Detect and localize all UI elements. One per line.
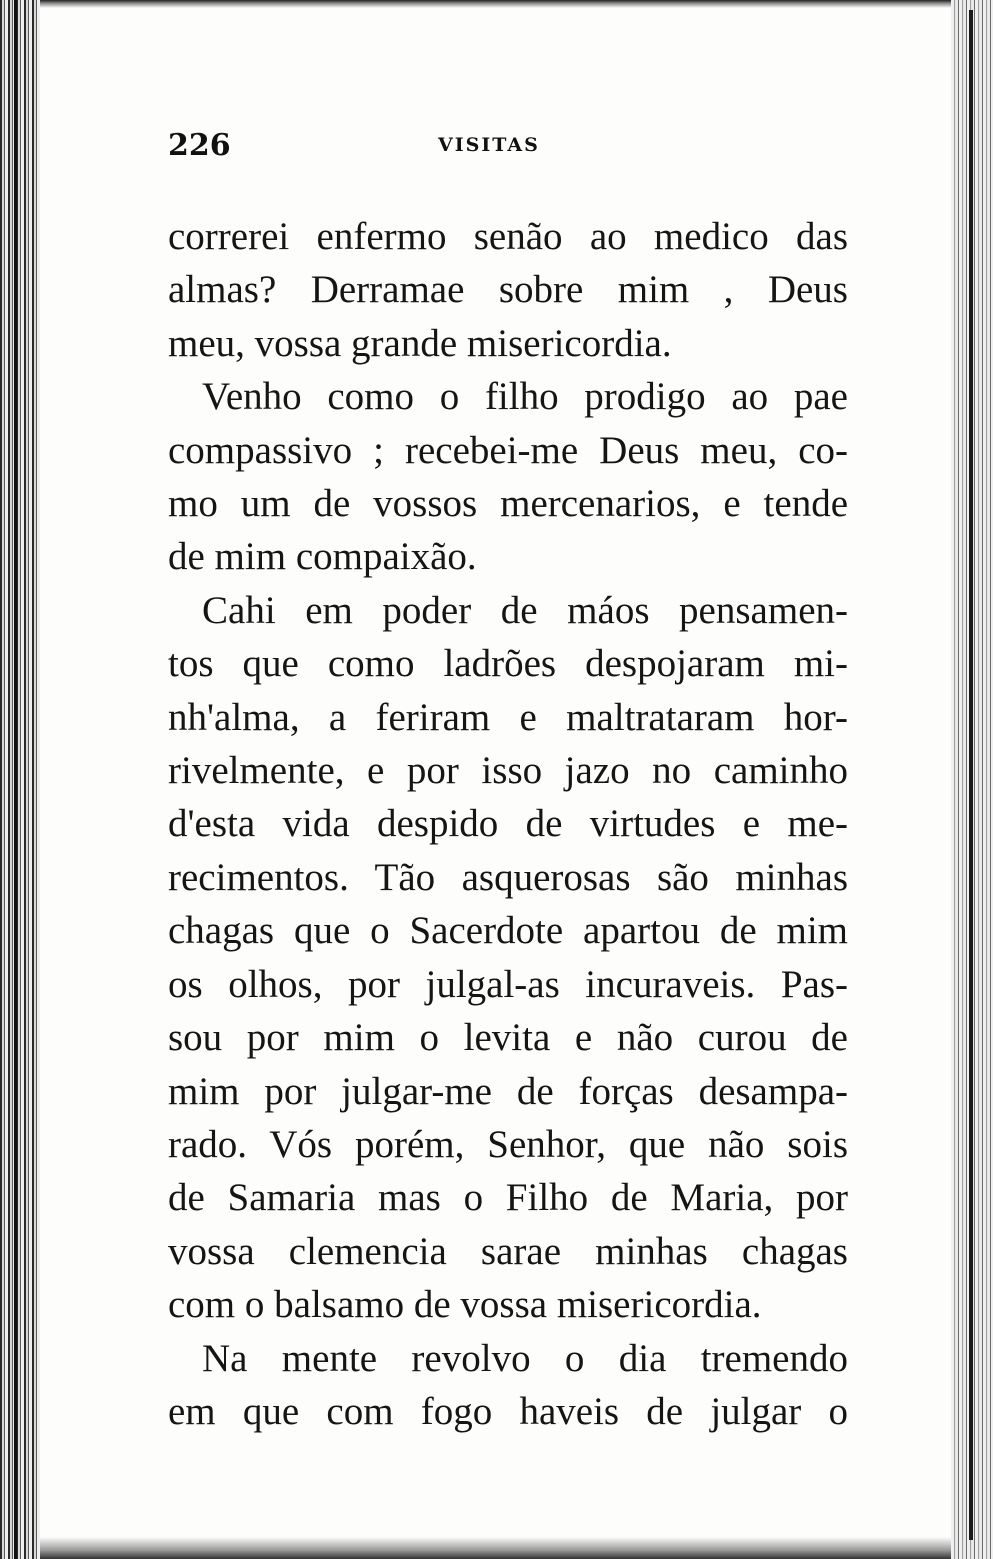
text-line: de mim compaixão. [168, 535, 477, 579]
text-line: meu, vossa grande misericordia. [168, 321, 672, 365]
scan-gutter-left [0, 0, 40, 1559]
text-line: mim por julgar-me de forças desampa- [168, 1069, 848, 1113]
text-line: almas? Derramae sobre mim , Deus [168, 268, 848, 312]
text-line: compassivo ; recebei-me Deus meu, co- [168, 428, 848, 472]
text-line: Venho como o filho prodigo ao pae [202, 375, 848, 419]
body-text [168, 210, 848, 1438]
text-line: rado. Vós porém, Senhor, que não sois [168, 1122, 848, 1166]
text-line: nh'alma, a feriram e maltrataram hor- [168, 695, 848, 739]
text-line: Na mente revolvo o dia tremendo [202, 1336, 848, 1380]
page-number: 226 [168, 128, 231, 163]
text-line: chagas que o Sacerdote apartou de mim [168, 909, 848, 953]
text-line: sou por mim o levita e não curou de [168, 1016, 848, 1060]
text-line: mo um de vossos mercenarios, e tende [168, 482, 848, 526]
scan-gutter-line [14, 0, 17, 1559]
text-line: recimentos. Tão asquerosas são minhas [168, 855, 848, 899]
text-line: em que com fogo haveis de julgar o [168, 1389, 848, 1433]
text-line: de Samaria mas o Filho de Maria, por [168, 1176, 848, 1220]
text-line: rivelmente, e por isso jazo no caminho [168, 749, 848, 793]
text-line: tos que como ladrões despojaram mi- [168, 642, 848, 686]
text-line: d'esta vida despido de virtudes e me- [168, 802, 848, 846]
text-line: com o balsamo de vossa misericordia. [168, 1283, 762, 1327]
text-line: Cahi em poder de máos pensamen- [202, 588, 848, 632]
text-line: vossa clemencia sarae minhas chagas [168, 1229, 848, 1273]
running-head: VISITAS [438, 134, 540, 156]
text-line: correrei enfermo senão ao medico das [168, 215, 848, 258]
scan-edge-top [40, 0, 951, 8]
scan-edge-right-line [969, 10, 973, 1540]
scan-edge-bottom [40, 1537, 951, 1559]
text-line: os olhos, por julgal-as incuraveis. Pas- [168, 962, 848, 1006]
page-header [168, 128, 848, 168]
